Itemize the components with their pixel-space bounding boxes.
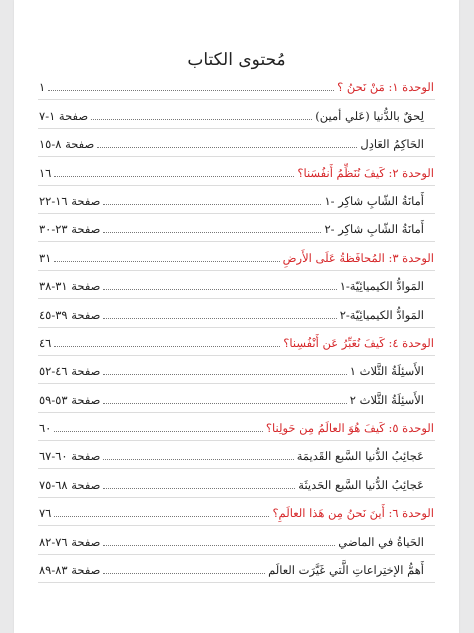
- toc-row: [38, 271, 435, 299]
- toc-page-ref: ١٦: [39, 165, 52, 180]
- toc-page-ref: ٣١: [39, 250, 52, 265]
- toc-page-ref: صفحة ٤٦-٥٢: [39, 364, 101, 379]
- dot-leader: [103, 204, 321, 205]
- toc-page-ref: صفحة ٦٨-٧٥: [39, 477, 101, 492]
- toc-page-ref: صفحة ٧٦-٨٢: [39, 534, 101, 549]
- dot-leader: [54, 431, 263, 432]
- toc-row: [38, 498, 435, 526]
- toc-row: [38, 129, 435, 157]
- toc-row: [38, 413, 435, 441]
- dot-leader: [103, 318, 336, 319]
- dot-leader: [97, 147, 357, 148]
- toc-row: [38, 356, 435, 384]
- toc-page-ref: صفحة ٨٣-٨٩: [39, 563, 101, 578]
- toc-row: [38, 526, 435, 554]
- toc-row: [38, 555, 435, 583]
- toc-entry-label: الأَسئِلَةُ الثَّلاث ١: [349, 364, 424, 379]
- toc-entry-label: الوحدة ٢: كَيفَ نُنَظِّمُ أَنفُسَنا؟: [297, 165, 434, 180]
- toc-row: [38, 72, 435, 100]
- toc-entry-label: الوحدة ٦: أَينَ نَحنُ مِن هَذا العالَمِ؟: [272, 506, 434, 521]
- toc-entry-label: الحَياةُ في الماضي: [338, 534, 424, 549]
- dot-leader: [91, 119, 312, 120]
- toc-entry-label: أَمانَةُ الشّابِ شاكِر -١: [324, 193, 424, 208]
- toc-page-ref: صفحة ٦٠-٦٧: [39, 449, 101, 464]
- toc-page-ref: صفحة ١٦-٢٢: [39, 193, 101, 208]
- toc-entry-label: أَمانَةُ الشّابِ شاكِر -٢: [324, 222, 424, 237]
- dot-leader: [54, 516, 269, 517]
- toc-row: [38, 157, 435, 185]
- toc-page-ref: صفحة ٥٣-٥٩: [39, 392, 101, 407]
- toc-entry-label: الوحدة ٥: كَيفَ هُوَ العالَمُ مِن حَولِنا؟: [265, 421, 434, 436]
- toc-row: [38, 469, 435, 497]
- toc-entry-label: لِحقٌ بالدُّنيا (عَلي أمين): [315, 108, 424, 123]
- toc-page-ref: صفحة ٣١-٣٨: [39, 279, 101, 294]
- toc-entry-label: الوحدة ٣: المُحافَظةُ عَلَى الأَرضِ: [282, 250, 434, 265]
- toc-entry-label: عَجائِبُ الدُّنيا السَّبع القَديمَة: [296, 449, 424, 464]
- dot-leader: [54, 261, 279, 262]
- page-title: مُحتوى الكتاب: [187, 50, 286, 70]
- toc-entry-label: المَوادُّ الكيميائِيّة-١: [339, 279, 424, 294]
- toc-page-ref: صفحة ١-٧: [39, 108, 89, 123]
- dot-leader: [103, 403, 346, 404]
- toc-entry-label: الوحدة ١: مَنْ نَحنُ ؟: [337, 80, 434, 95]
- toc-row: [38, 100, 435, 128]
- toc-row: [38, 384, 435, 412]
- table-of-contents: [38, 72, 435, 583]
- toc-entry-label: الحَاكِمُ العَادِل: [360, 137, 424, 152]
- dot-leader: [103, 289, 336, 290]
- toc-page-ref: صفحة ٢٣-٣٠: [39, 222, 101, 237]
- toc-row: [38, 299, 435, 327]
- toc-row: [38, 186, 435, 214]
- toc-row: [38, 214, 435, 242]
- toc-row: [38, 328, 435, 356]
- toc-page-ref: صفحة ٣٩-٤٥: [39, 307, 101, 322]
- toc-entry-label: أَهمُّ الإختِراعاتِ الَّتي غَيَّرَت العالَم: [268, 563, 424, 578]
- dot-leader: [103, 488, 295, 489]
- dot-leader: [103, 459, 293, 460]
- dot-leader: [103, 545, 335, 546]
- toc-entry-label: الوحدة ٤: كَيفَ نُعَبِّرُ عَن أَنْفُسِنا؟: [283, 335, 434, 350]
- dot-leader: [48, 90, 334, 91]
- toc-row: [38, 441, 435, 469]
- toc-page-ref: ٤٦: [39, 335, 52, 350]
- toc-entry-label: عَجائِبُ الدُّنيا السَّبع الحَديثَة: [298, 477, 424, 492]
- dot-leader: [103, 232, 321, 233]
- toc-page-ref: ٧٦: [39, 506, 52, 521]
- document-page: [14, 0, 459, 633]
- toc-page-ref: ١: [39, 80, 46, 95]
- toc-entry-label: الأَسئِلَةُ الثَّلاث ٢: [349, 392, 424, 407]
- toc-page-ref: صفحة ٨-١٥: [39, 137, 95, 152]
- dot-leader: [103, 374, 346, 375]
- toc-page-ref: ٦٠: [39, 421, 52, 436]
- dot-leader: [54, 176, 294, 177]
- toc-row: [38, 242, 435, 270]
- dot-leader: [54, 346, 280, 347]
- toc-entry-label: المَوادُّ الكيميائِيّة-٢: [339, 307, 424, 322]
- dot-leader: [103, 573, 265, 574]
